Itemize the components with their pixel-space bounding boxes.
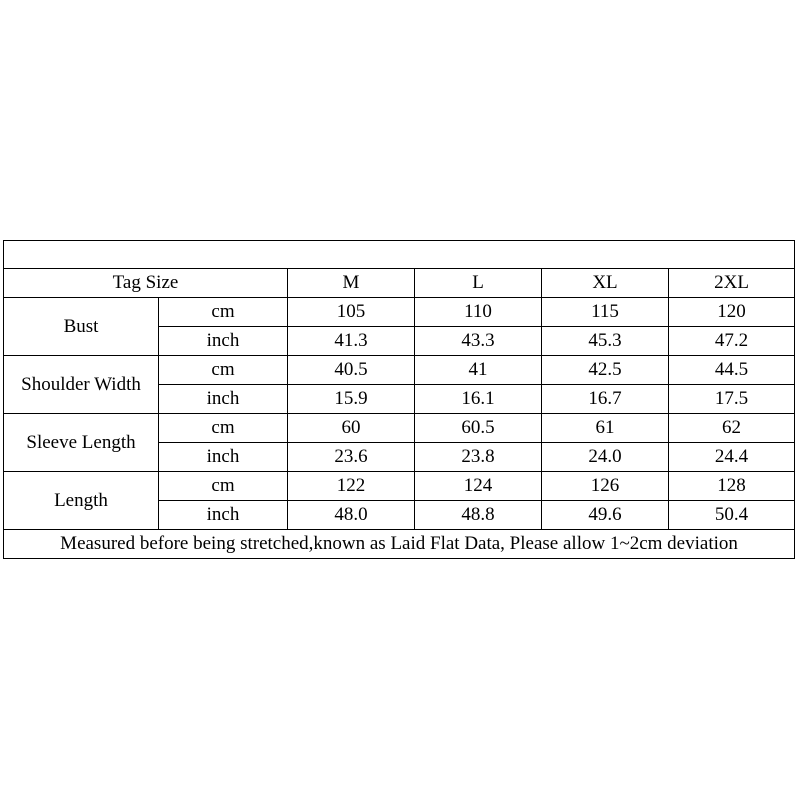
value-cell: 41.3 (288, 327, 415, 356)
measure-label-sleeve-length: Sleeve Length (4, 414, 159, 472)
unit-cell: cm (159, 356, 288, 385)
value-cell: 120 (669, 298, 795, 327)
unit-cell: inch (159, 443, 288, 472)
value-cell: 60 (288, 414, 415, 443)
measure-label-length: Length (4, 472, 159, 530)
header-row (4, 269, 795, 298)
value-cell: 49.6 (542, 501, 669, 530)
value-cell: 24.4 (669, 443, 795, 472)
value-cell: 23.8 (415, 443, 542, 472)
footnote-text: Measured before being stretched,known as Laid Flat Data, Please allow 1~2cm deviation (4, 530, 795, 559)
table-row (4, 472, 795, 501)
unit-cell: inch (159, 501, 288, 530)
blank-title-row (4, 241, 795, 269)
value-cell: 17.5 (669, 385, 795, 414)
value-cell: 24.0 (542, 443, 669, 472)
size-header-l: L (415, 269, 542, 298)
value-cell: 62 (669, 414, 795, 443)
value-cell: 126 (542, 472, 669, 501)
unit-cell: inch (159, 385, 288, 414)
measure-label-bust: Bust (4, 298, 159, 356)
value-cell: 42.5 (542, 356, 669, 385)
table-row (4, 414, 795, 443)
value-cell: 41 (415, 356, 542, 385)
tag-size-label: Tag Size (4, 269, 288, 298)
value-cell: 43.3 (415, 327, 542, 356)
blank-cell (4, 241, 795, 269)
value-cell: 105 (288, 298, 415, 327)
value-cell: 110 (415, 298, 542, 327)
value-cell: 122 (288, 472, 415, 501)
unit-cell: cm (159, 414, 288, 443)
size-header-m: M (288, 269, 415, 298)
value-cell: 44.5 (669, 356, 795, 385)
value-cell: 124 (415, 472, 542, 501)
value-cell: 15.9 (288, 385, 415, 414)
size-header-2xl: 2XL (669, 269, 795, 298)
value-cell: 61 (542, 414, 669, 443)
measure-label-shoulder-width: Shoulder Width (4, 356, 159, 414)
size-chart-table (3, 240, 795, 559)
unit-cell: inch (159, 327, 288, 356)
value-cell: 16.1 (415, 385, 542, 414)
unit-cell: cm (159, 298, 288, 327)
unit-cell: cm (159, 472, 288, 501)
value-cell: 40.5 (288, 356, 415, 385)
value-cell: 23.6 (288, 443, 415, 472)
table-row (4, 298, 795, 327)
value-cell: 48.0 (288, 501, 415, 530)
value-cell: 50.4 (669, 501, 795, 530)
value-cell: 16.7 (542, 385, 669, 414)
value-cell: 60.5 (415, 414, 542, 443)
value-cell: 48.8 (415, 501, 542, 530)
table-row (4, 356, 795, 385)
value-cell: 45.3 (542, 327, 669, 356)
value-cell: 128 (669, 472, 795, 501)
footnote-row (4, 530, 795, 559)
value-cell: 115 (542, 298, 669, 327)
size-header-xl: XL (542, 269, 669, 298)
value-cell: 47.2 (669, 327, 795, 356)
